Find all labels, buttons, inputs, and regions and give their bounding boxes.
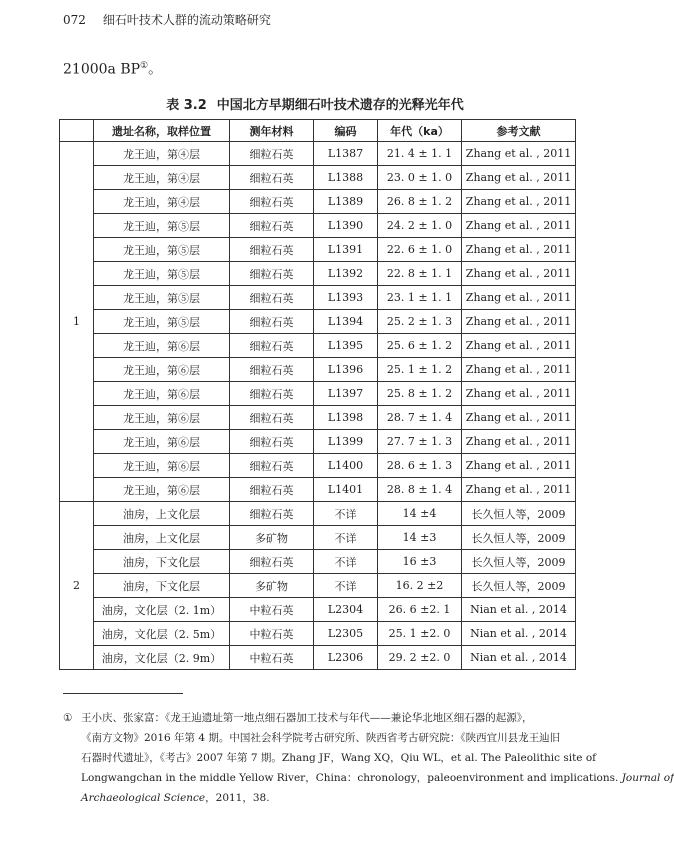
site-cell: 龙王辿，第⑤层 xyxy=(94,214,230,238)
footnote-line: ，2011，38. xyxy=(205,792,270,804)
code-cell: L1391 xyxy=(314,238,378,262)
table-row xyxy=(60,190,576,214)
material-cell: 多矿物 xyxy=(230,526,314,550)
site-cell: 油房，文化层（2. 5m） xyxy=(94,622,230,646)
material-cell: 细粒石英 xyxy=(230,262,314,286)
reference-cell: Zhang et al. , 2011 xyxy=(462,262,576,286)
age-cell: 25. 8 ± 1. 2 xyxy=(378,382,462,406)
group-label-cell: 1 xyxy=(60,142,94,502)
reference-cell: 长久恒人等，2009 xyxy=(462,550,576,574)
code-cell: L1392 xyxy=(314,262,378,286)
material-cell: 细粒石英 xyxy=(230,166,314,190)
table-row xyxy=(60,526,576,550)
table-row xyxy=(60,502,576,526)
code-cell: L1398 xyxy=(314,406,378,430)
site-cell: 龙王辿，第⑤层 xyxy=(94,238,230,262)
age-cell: 24. 2 ± 1. 0 xyxy=(378,214,462,238)
material-cell: 细粒石英 xyxy=(230,190,314,214)
running-title: 细石叶技术人群的流动策略研究 xyxy=(102,13,271,27)
column-header-group xyxy=(60,120,94,142)
site-cell: 油房，下文化层 xyxy=(94,574,230,598)
age-cell: 27. 7 ± 1. 3 xyxy=(378,430,462,454)
table-row xyxy=(60,550,576,574)
material-cell: 细粒石英 xyxy=(230,214,314,238)
table-caption xyxy=(0,97,630,115)
material-cell: 细粒石英 xyxy=(230,358,314,382)
code-cell: L1396 xyxy=(314,358,378,382)
age-cell: 23. 1 ± 1. 1 xyxy=(378,286,462,310)
intro-tail: 。 xyxy=(148,61,163,78)
age-cell: 25. 6 ± 1. 2 xyxy=(378,334,462,358)
reference-cell: Zhang et al. , 2011 xyxy=(462,166,576,190)
material-cell: 细粒石英 xyxy=(230,334,314,358)
site-cell: 龙王辿，第⑥层 xyxy=(94,430,230,454)
footnote-line: 王小庆、张家富：《龙王辿遗址第一地点细石器加工技术与年代——兼论华北地区细石器的起源》， xyxy=(81,712,533,724)
reference-cell: 长久恒人等，2009 xyxy=(462,574,576,598)
code-cell: L1393 xyxy=(314,286,378,310)
material-cell: 细粒石英 xyxy=(230,406,314,430)
age-cell: 26. 8 ± 1. 2 xyxy=(378,190,462,214)
site-cell: 龙王辿，第⑤层 xyxy=(94,262,230,286)
table-header-row xyxy=(60,120,576,142)
table-row xyxy=(60,646,576,670)
column-header-code: 编码 xyxy=(314,120,378,142)
reference-cell: Zhang et al. , 2011 xyxy=(462,286,576,310)
reference-cell: Zhang et al. , 2011 xyxy=(462,310,576,334)
intro-date: 21000a BP xyxy=(63,61,141,78)
age-cell: 23. 0 ± 1. 0 xyxy=(378,166,462,190)
reference-cell: Nian et al. , 2014 xyxy=(462,622,576,646)
reference-cell: Zhang et al. , 2011 xyxy=(462,190,576,214)
code-cell: L1399 xyxy=(314,430,378,454)
age-cell: 26. 6 ±2. 1 xyxy=(378,598,462,622)
reference-cell: 长久恒人等，2009 xyxy=(462,502,576,526)
age-cell: 16 ±3 xyxy=(378,550,462,574)
column-header-material: 测年材料 xyxy=(230,120,314,142)
table-row xyxy=(60,238,576,262)
code-cell: L1397 xyxy=(314,382,378,406)
age-cell: 25. 1 ± 1. 2 xyxy=(378,358,462,382)
age-cell: 29. 2 ±2. 0 xyxy=(378,646,462,670)
code-cell: L2305 xyxy=(314,622,378,646)
site-cell: 油房，上文化层 xyxy=(94,526,230,550)
table-row xyxy=(60,478,576,502)
table-row xyxy=(60,334,576,358)
table-row xyxy=(60,406,576,430)
site-cell: 龙王辿，第④层 xyxy=(94,166,230,190)
material-cell: 多矿物 xyxy=(230,574,314,598)
page-number: 072 xyxy=(63,13,86,27)
site-cell: 龙王辿，第⑥层 xyxy=(94,358,230,382)
material-cell: 细粒石英 xyxy=(230,238,314,262)
site-cell: 龙王辿，第⑤层 xyxy=(94,310,230,334)
code-cell: L2306 xyxy=(314,646,378,670)
reference-cell: Zhang et al. , 2011 xyxy=(462,478,576,502)
column-header-age: 年代（ka） xyxy=(378,120,462,142)
reference-cell: Zhang et al. , 2011 xyxy=(462,406,576,430)
table-row xyxy=(60,574,576,598)
reference-cell: Zhang et al. , 2011 xyxy=(462,454,576,478)
intro-text xyxy=(63,56,162,80)
table-row xyxy=(60,310,576,334)
table-row xyxy=(60,166,576,190)
table-row xyxy=(60,454,576,478)
material-cell: 细粒石英 xyxy=(230,502,314,526)
code-cell: L1395 xyxy=(314,334,378,358)
age-cell: 25. 1 ±2. 0 xyxy=(378,622,462,646)
footnote-divider xyxy=(63,693,183,694)
age-cell: 16. 2 ±2 xyxy=(378,574,462,598)
age-cell: 28. 6 ± 1. 3 xyxy=(378,454,462,478)
reference-cell: Nian et al. , 2014 xyxy=(462,646,576,670)
table-number: 表 3.2 xyxy=(166,98,207,113)
journal-title: Journal of xyxy=(621,772,674,784)
reference-cell: Zhang et al. , 2011 xyxy=(462,142,576,166)
table-title: 中国北方早期细石叶技术遗存的光释光年代 xyxy=(216,98,464,113)
site-cell: 油房，上文化层 xyxy=(94,502,230,526)
footnote-line: Longwangchan in the middle Yellow River，China：chronology，paleoenvironment and implications. xyxy=(81,772,619,784)
material-cell: 细粒石英 xyxy=(230,430,314,454)
table-row xyxy=(60,598,576,622)
footnote-line: 《南方文物》2016 年第 4 期。中国社会科学院考古研究所、陕西省考古研究院：《陕西宜川县龙王辿旧 xyxy=(81,732,561,744)
code-cell: 不详 xyxy=(314,574,378,598)
site-cell: 龙王辿，第④层 xyxy=(94,190,230,214)
material-cell: 细粒石英 xyxy=(230,142,314,166)
footnote-line: 石器时代遗址》，《考古》2007 年第 7 期。Zhang JF，Wang XQ，Qiu WL，et al. The Paleolithic site of xyxy=(81,752,597,764)
column-header-site: 遗址名称，取样位置 xyxy=(94,120,230,142)
code-cell: L2304 xyxy=(314,598,378,622)
reference-cell: Zhang et al. , 2011 xyxy=(462,238,576,262)
table-row xyxy=(60,382,576,406)
site-cell: 龙王辿，第⑤层 xyxy=(94,286,230,310)
site-cell: 龙王辿，第⑥层 xyxy=(94,454,230,478)
reference-cell: Nian et al. , 2014 xyxy=(462,598,576,622)
site-cell: 龙王辿，第⑥层 xyxy=(94,478,230,502)
site-cell: 油房，文化层（2. 1m） xyxy=(94,598,230,622)
code-cell: L1394 xyxy=(314,310,378,334)
age-cell: 28. 8 ± 1. 4 xyxy=(378,478,462,502)
journal-title: Archaeological Science xyxy=(81,792,206,804)
age-cell: 21. 4 ± 1. 1 xyxy=(378,142,462,166)
footnote-mark: ① xyxy=(63,712,73,724)
table-body xyxy=(60,142,576,670)
reference-cell: Zhang et al. , 2011 xyxy=(462,214,576,238)
group-label-cell: 2 xyxy=(60,502,94,670)
code-cell: L1389 xyxy=(314,190,378,214)
material-cell: 细粒石英 xyxy=(230,478,314,502)
material-cell: 细粒石英 xyxy=(230,382,314,406)
code-cell: 不详 xyxy=(314,526,378,550)
table-row xyxy=(60,214,576,238)
site-cell: 油房，下文化层 xyxy=(94,550,230,574)
site-cell: 龙王辿，第④层 xyxy=(94,142,230,166)
material-cell: 细粒石英 xyxy=(230,310,314,334)
table-row xyxy=(60,286,576,310)
material-cell: 细粒石英 xyxy=(230,286,314,310)
age-cell: 25. 2 ± 1. 3 xyxy=(378,310,462,334)
code-cell: L1388 xyxy=(314,166,378,190)
material-cell: 中粒石英 xyxy=(230,598,314,622)
code-cell: 不详 xyxy=(314,502,378,526)
table-row xyxy=(60,622,576,646)
table-row xyxy=(60,430,576,454)
reference-cell: Zhang et al. , 2011 xyxy=(462,382,576,406)
osl-dating-table xyxy=(59,119,576,670)
site-cell: 龙王辿，第⑥层 xyxy=(94,334,230,358)
table-row xyxy=(60,262,576,286)
code-cell: L1400 xyxy=(314,454,378,478)
age-cell: 22. 6 ± 1. 0 xyxy=(378,238,462,262)
site-cell: 龙王辿，第⑥层 xyxy=(94,382,230,406)
code-cell: L1401 xyxy=(314,478,378,502)
age-cell: 14 ±4 xyxy=(378,502,462,526)
age-cell: 14 ±3 xyxy=(378,526,462,550)
reference-cell: Zhang et al. , 2011 xyxy=(462,430,576,454)
site-cell: 龙王辿，第⑥层 xyxy=(94,406,230,430)
material-cell: 细粒石英 xyxy=(230,454,314,478)
material-cell: 中粒石英 xyxy=(230,646,314,670)
code-cell: L1390 xyxy=(314,214,378,238)
code-cell: 不详 xyxy=(314,550,378,574)
table-row xyxy=(60,358,576,382)
material-cell: 中粒石英 xyxy=(230,622,314,646)
table-row xyxy=(60,142,576,166)
site-cell: 油房，文化层（2. 9m） xyxy=(94,646,230,670)
reference-cell: 长久恒人等，2009 xyxy=(462,526,576,550)
column-header-reference: 参考文献 xyxy=(462,120,576,142)
age-cell: 22. 8 ± 1. 1 xyxy=(378,262,462,286)
material-cell: 细粒石英 xyxy=(230,550,314,574)
reference-cell: Zhang et al. , 2011 xyxy=(462,334,576,358)
page-header xyxy=(63,11,563,29)
footnote xyxy=(63,708,674,808)
reference-cell: Zhang et al. , 2011 xyxy=(462,358,576,382)
age-cell: 28. 7 ± 1. 4 xyxy=(378,406,462,430)
footnote-ref[interactable]: ① xyxy=(140,61,149,71)
code-cell: L1387 xyxy=(314,142,378,166)
